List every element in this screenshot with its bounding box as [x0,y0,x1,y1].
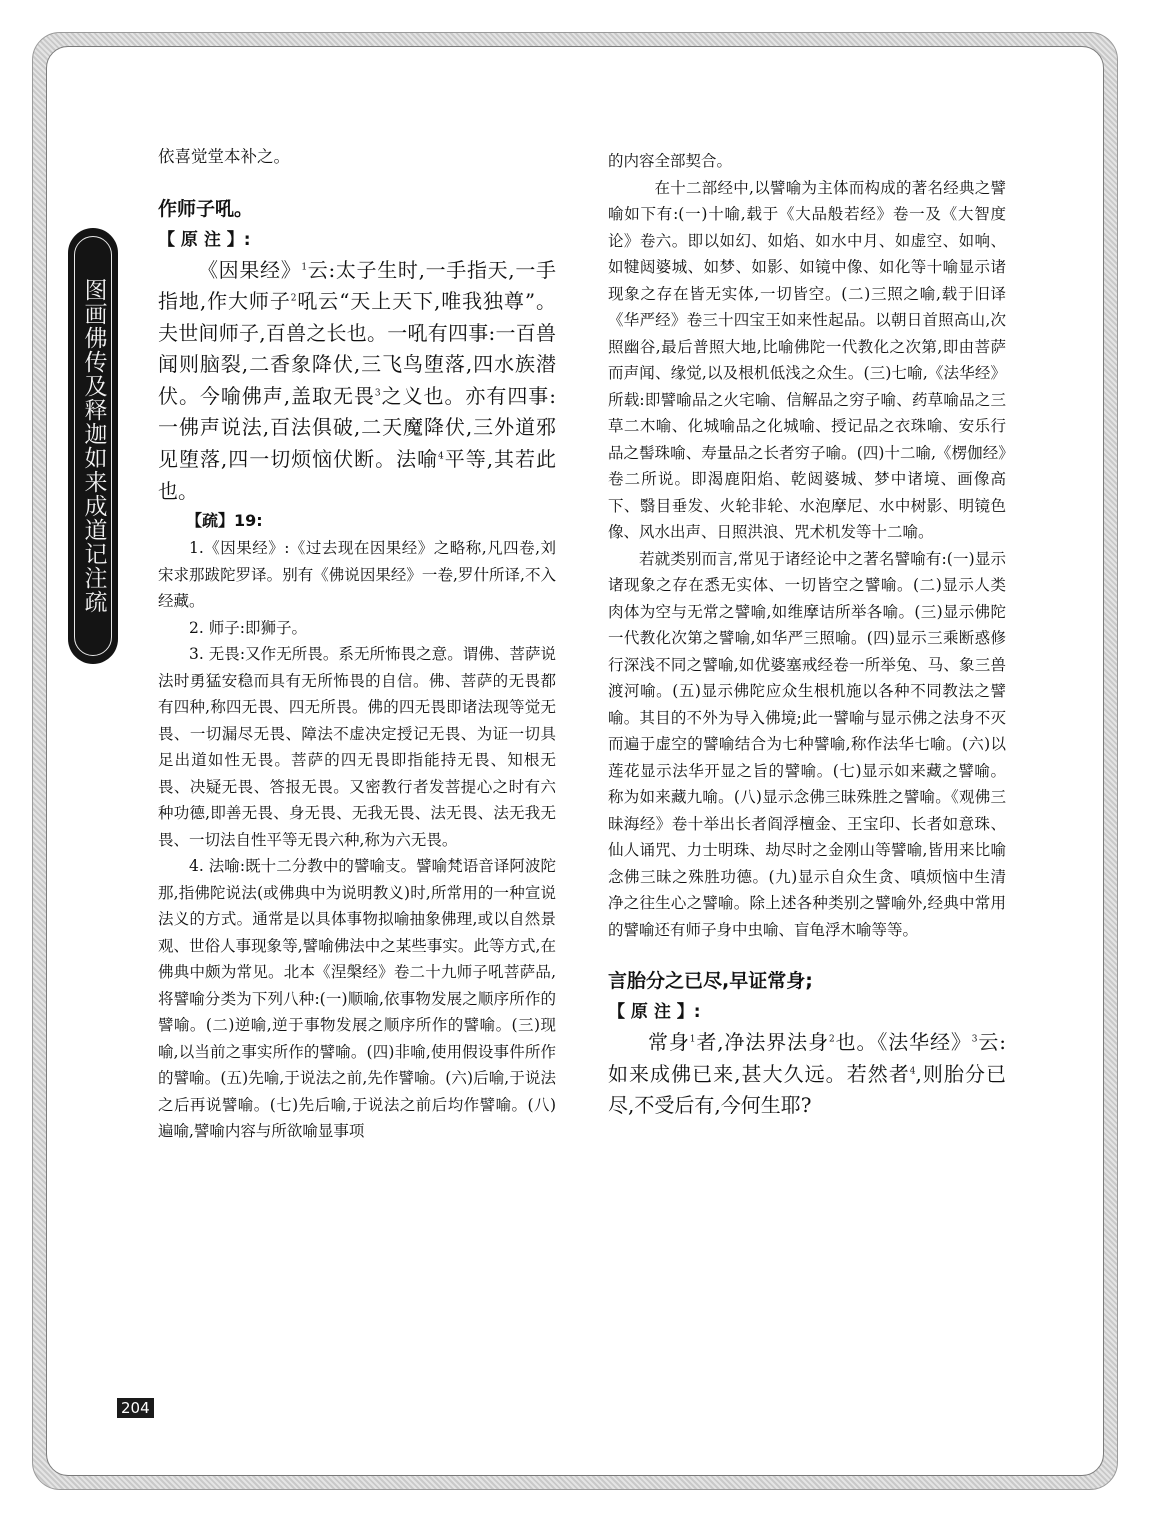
note2-ref-1: 1 [689,1034,696,1045]
footnote-ref-4: 4 [438,451,444,462]
footnote-ref-3: 3 [374,388,381,399]
note2-text-d: 云:如来成佛已来,甚大久远。若然者 [608,1030,1007,1086]
continuation-line: 的内容全部契合。 [608,152,733,170]
note-text-c: 吼云“天上天下,唯我独尊”。夫世间师子,百兽之长也。一吼有四事:一百兽闻则脑裂,二香象降伏,三飞鸟堕落,四水族潜伏。今喻佛声,盖取无畏 [158,289,557,408]
intro-line: 依喜觉堂本补之。 [158,147,290,166]
note2-ref-4: 4 [909,1065,916,1076]
commentary-item-4: 4. 法喻:既十二分教中的譬喻支。譬喻梵语音译阿波陀那,指佛陀说法(或佛典中为说明教义)时,所常用的一种宣说法义的方式。通常是以具体事物拟喻抽象佛理,或以自然景观、世俗人事现象等,譬喻佛法中之某些事实。此等方式,在佛典中颇为常见。北本《涅槃经》卷二十九师子吼菩萨品,将譬喻分类为下列八种:(一)顺喻,依事物发展之顺序所作的譬喻。(二)逆喻,逆于事物发展之顺序所作的譬喻。(三)现喻,以当前之事实所作的譬喻。(四)非喻,使用假设事件所作的譬喻。(五)先喻,于说法之前,先作譬喻。(六)后喻,于说法之后再说譬喻。(七)先后喻,于说法之前后均作譬喻。(八)遍喻,譬喻内容与所欲喻显事项 [158,857,556,1141]
commentary-label: 【疏】19: [186,511,263,531]
original-note-label-2: 【 原 注 】: [608,1002,701,1022]
original-note-paragraph [158,255,556,508]
note-text-e: 平等,其若此也。 [158,447,557,503]
commentary-item-2: 2. 师子:即狮子。 [189,618,307,637]
note-text-b: 云:太子生时,一手指天,一手指地,作大师子 [158,257,557,314]
note2-text-b: 者,净法界法身 [695,1030,829,1054]
right-paragraph-1: 在十二部经中,以譬喻为主体而构成的著名经典之譬喻如下有:(一)十喻,载于《大品般若经》卷一及《大智度论》卷六。即以如幻、如焰、如水中月、如虚空、如响、如犍闼婆城、如梦、如影、如镜中像、如化等十喻显示诸现象之存在皆无实体,一切皆空。(二)三照之喻,载于旧译《华严经》卷三十四宝王如来性起品。以朝日首照高山,次照幽谷,最后普照大地,比喻佛陀一代教化之次第,即由菩萨而声闻、缘觉,以及根机低浅之众生。(三)七喻,《法华经》所载:即譬喻品之火宅喻、信解品之穷子喻、药草喻品之三草二木喻、化城喻品之化城喻、授记品之衣珠喻、安乐行品之髻珠喻、寿量品之长者穷子喻。(四)十二喻,《楞伽经》卷二所说。即渴鹿阳焰、乾闼婆城、梦中诸境、画像高下、翳目垂发、火轮非轮、水泡摩尼、水中树影、明镜色像、风水出声、日照洪浪、咒术机发等十二喻。 [608,178,1006,541]
note2-ref-2: 2 [828,1034,835,1045]
original-note-paragraph-2 [608,1027,1006,1122]
right-paragraph-2: 若就类别而言,常见于诸经论中之著名譬喻有:(一)显示诸现象之存在悉无实体、一切皆空之譬喻。(二)显示人类肉体为空与无常之譬喻,如维摩诘所举各喻。(三)显示佛陀一代教化次第之譬喻,如华严三照喻。(四)显示三乘断惑修行深浅不同之譬喻,如优婆塞戒经卷一所举兔、马、象三兽渡河喻。(五)显示佛陀应众生根机施以各种不同教法之譬喻。其目的不外为导入佛境;此一譬喻与显示佛之法身不灭而遍于虚空的譬喻结合为七种譬喻,称作法华七喻。(六)以莲花显示法华开显之旨的譬喻。(七)显示如来藏之譬喻。称为如来藏九喻。(八)显示念佛三昧殊胜之譬喻。《观佛三昧海经》卷十举出长者阎浮檀金、王宝印、长者如意珠、仙人诵咒、力士明珠、劫尽时之金刚山等譬喻,皆用来比喻念佛三昧之殊胜功德。(九)显示自众生贪、嗔烦恼中生清净之往生心之譬喻。除上述各种类别之譬喻外,经典中常用的譬喻还有师子身中虫喻、盲龟浮木喻等等。 [608,549,1006,939]
book-title-tab [68,228,118,664]
note-text-d: 之义也。亦有四事:一佛声说法,百法俱破,二天魔降伏,三外道邪见堕落,四一切烦恼伏断。法喻 [158,383,556,472]
note2-text-c: 也。《法华经》 [834,1030,972,1054]
footnote-ref-1: 1 [301,261,308,272]
note-text-a: 《因果经》 [198,257,302,282]
page-number: 204 [117,1398,154,1418]
section-heading-lion-roar: 作师子吼。 [158,197,254,220]
book-title-text: 图画佛传及释迦如来成道记注疏 [80,278,107,614]
note2-text-a: 常身 [648,1030,690,1054]
right-column [608,148,1006,1122]
left-column [158,144,556,1145]
note2-text-e: ,则胎分已尽,不受后有,今何生耶? [608,1061,1007,1118]
section-heading-womb: 言胎分之已尽,早证常身; [608,970,813,992]
commentary-item-3: 3. 无畏:又作无所畏。系无所怖畏之意。谓佛、菩萨说法时勇猛安稳而具有无所怖畏的自信。佛、菩萨的无畏都有四种,称四无畏、四无所畏。佛的四无畏即诸法现等觉无畏、一切漏尽无畏、障法不虚决定授记无畏、为证一切具足出道如性无畏。菩萨的四无畏即指能持无畏、知根无畏、决疑无畏、答报无畏。又密教行者发菩提心之时有六种功德,即善无畏、身无畏、无我无畏、法无畏、法无我无畏、一切法自性平等无畏六种,称为六无畏。 [158,645,556,849]
note2-ref-3: 3 [971,1034,978,1045]
footnote-ref-2: 2 [290,293,297,304]
original-note-label: 【 原 注 】: [158,229,251,250]
book-title-tab-inner [74,236,112,656]
commentary-item-1: 1.《因果经》:《过去现在因果经》之略称,凡四卷,刘宋求那跋陀罗译。别有《佛说因果经》一卷,罗什所译,不入经藏。 [158,539,556,611]
